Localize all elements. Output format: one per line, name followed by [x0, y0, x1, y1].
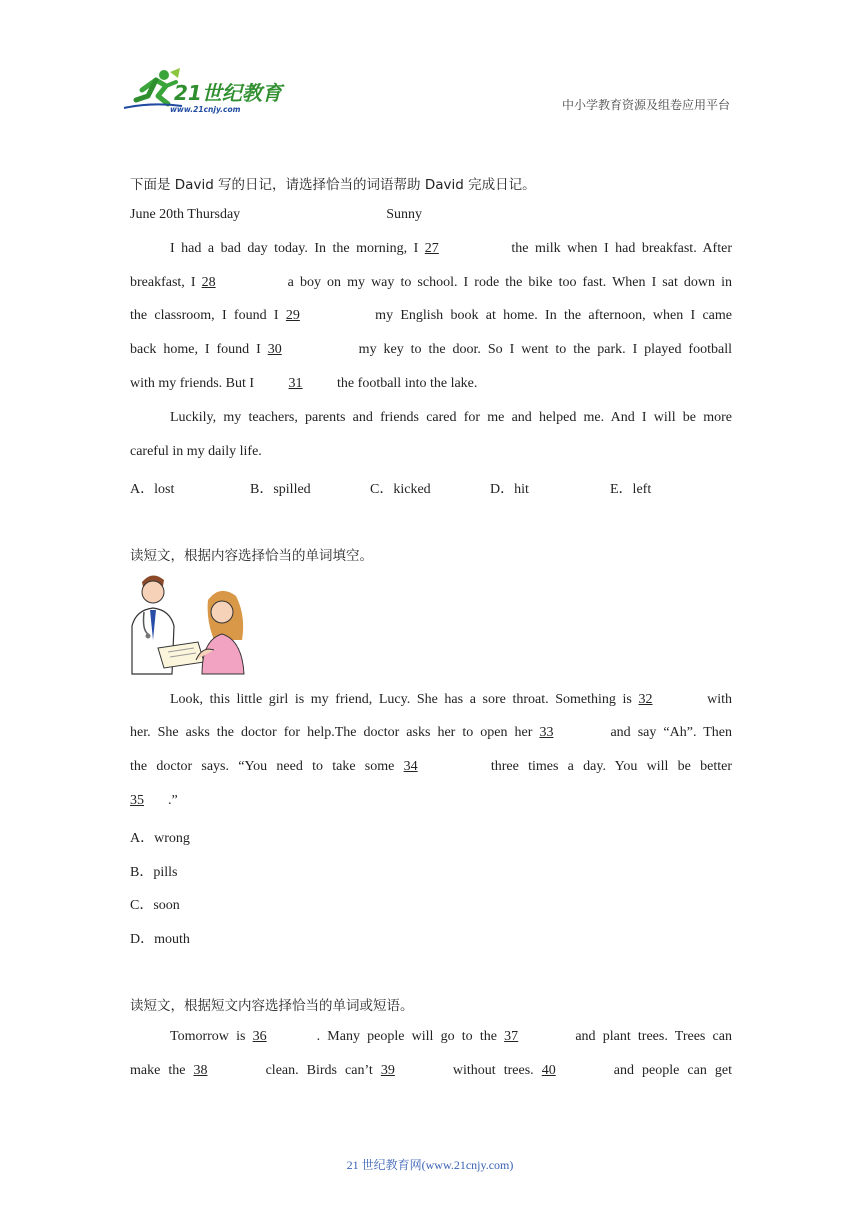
text: make the	[130, 1063, 194, 1078]
text: the football into the lake.	[333, 376, 478, 391]
section1-instruction: 下面是 David 写的日记，请选择恰当的词语帮助 David 完成日记。	[130, 177, 536, 193]
text: and people can get	[605, 1063, 732, 1078]
diary-date-line	[130, 207, 732, 223]
footer-link[interactable]: 21 世纪教育网(www.21cnjy.com)	[346, 1158, 514, 1172]
text: her. She asks the doctor for help.The doctor asks her to open her	[130, 725, 540, 740]
diary-line-3	[130, 308, 732, 324]
svg-text:www.21cnjy.com: www.21cnjy.com	[170, 105, 241, 114]
text: Tomorrow is	[170, 1029, 253, 1044]
lucy-line-1	[130, 692, 732, 708]
option-a[interactable]: A．lost	[130, 482, 175, 497]
blank-37[interactable]: 37	[504, 1029, 519, 1044]
text: and say “Ah”. Then	[603, 725, 732, 740]
option-soon[interactable]: C．soon	[130, 898, 180, 913]
text: . Many people will go to the	[316, 1029, 505, 1044]
option-mouth[interactable]: D．mouth	[130, 932, 190, 947]
blank-32[interactable]: 32	[638, 692, 653, 707]
blank-27[interactable]: 27	[424, 241, 439, 256]
diary-line-2	[130, 275, 732, 291]
text: three times a day. You will be better	[481, 759, 732, 774]
runner-logo-icon	[122, 66, 292, 116]
blank-35[interactable]: 35	[130, 793, 144, 808]
blank-34[interactable]: 34	[403, 759, 418, 774]
text: my English book at home. In the afternoon, when I came	[367, 308, 732, 323]
blank-33[interactable]: 33	[539, 725, 554, 740]
trees-line-2	[130, 1063, 732, 1079]
text: .”	[168, 793, 178, 808]
option-e[interactable]: E．left	[610, 482, 652, 497]
doctor-girl-illustration	[128, 570, 248, 678]
text: back home, I found I	[130, 342, 268, 357]
text: breakfast, I	[130, 275, 202, 290]
blank-39[interactable]: 39	[380, 1063, 395, 1078]
text: clean. Birds can’t	[257, 1063, 381, 1078]
blank-31[interactable]: 31	[288, 376, 303, 391]
doctor-patient-icon	[128, 570, 248, 678]
section1-options	[130, 478, 732, 498]
text: without trees.	[444, 1063, 542, 1078]
svg-text:21世纪教育: 21世纪教育	[174, 81, 282, 105]
diary-p2-line-2: careful in my daily life.	[130, 444, 262, 459]
text: the doctor says. “You need to take some	[130, 759, 404, 774]
blank-40[interactable]: 40	[541, 1063, 556, 1078]
text: and plant trees. Trees can	[568, 1029, 732, 1044]
blank-38[interactable]: 38	[193, 1063, 208, 1078]
text: Look, this little girl is my friend, Lucy. She has a sore throat. Something is	[170, 692, 639, 707]
blank-30[interactable]: 30	[267, 342, 282, 357]
option-b[interactable]: B．spilled	[250, 482, 311, 497]
diary-weather: Sunny	[386, 207, 422, 222]
blank-28[interactable]: 28	[201, 275, 216, 290]
blank-36[interactable]: 36	[252, 1029, 267, 1044]
text: with my friends. But I	[130, 376, 258, 391]
section2-instruction: 读短文，根据内容选择恰当的单词填空。	[130, 548, 373, 564]
trees-line-1	[130, 1029, 732, 1045]
diary-line-5	[130, 376, 732, 392]
text: I had a bad day today. In the morning, I	[170, 241, 425, 256]
text: my key to the door. So I went to the park. I played football	[351, 342, 732, 357]
text: with	[700, 692, 733, 707]
diary-p2-line-1: Luckily, my teachers, parents and friends cared for me and helped me. And I will be more	[170, 410, 732, 425]
text: the classroom, I found I	[130, 308, 286, 323]
option-c[interactable]: C．kicked	[370, 482, 431, 497]
text: a boy on my way to school. I rode the bike too fast. When I sat down in	[281, 275, 732, 290]
platform-label: 中小学教育资源及组卷应用平台	[561, 98, 730, 112]
lucy-line-3	[130, 759, 732, 775]
option-d[interactable]: D．hit	[490, 482, 529, 497]
text: the milk when I had breakfast. After	[504, 241, 732, 256]
option-pills[interactable]: B．pills	[130, 865, 178, 880]
option-wrong[interactable]: A．wrong	[130, 831, 190, 846]
lucy-line-4	[130, 793, 732, 809]
site-logo	[122, 66, 292, 116]
section3-instruction: 读短文，根据短文内容选择恰当的单词或短语。	[130, 998, 414, 1014]
blank-29[interactable]: 29	[285, 308, 300, 323]
diary-line-1	[130, 241, 732, 257]
diary-date: June 20th Thursday	[130, 207, 241, 222]
lucy-line-2	[130, 725, 732, 741]
diary-line-4	[130, 342, 732, 358]
